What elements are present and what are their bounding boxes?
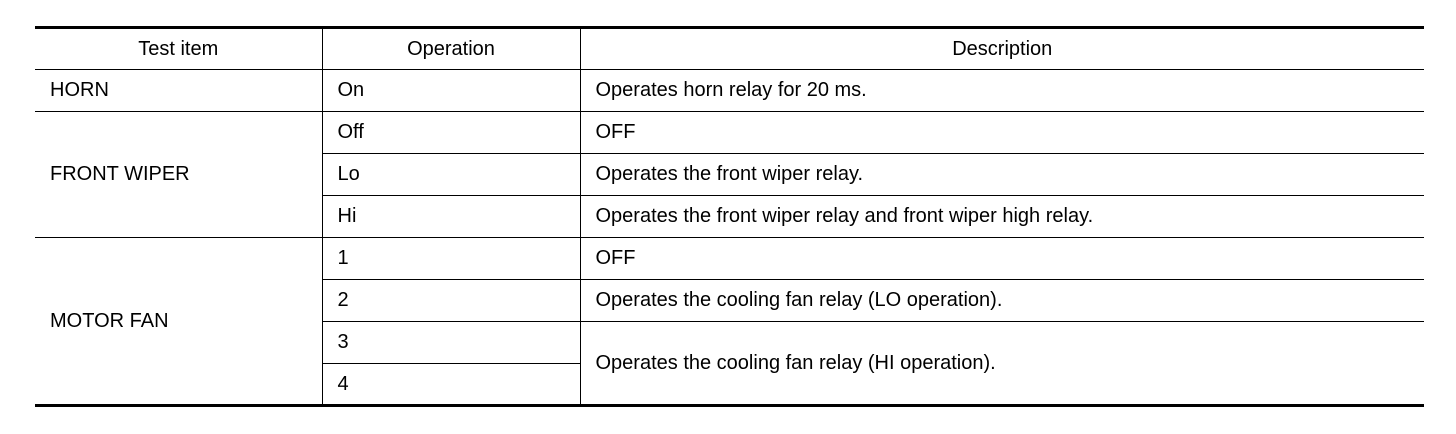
operation-cell: 3 [322,322,580,364]
description-cell: Operates the front wiper relay and front wiper high relay. [580,196,1424,238]
description-cell: Operates the front wiper relay. [580,154,1424,196]
operation-cell: Off [322,112,580,154]
description-cell: Operates the cooling fan relay (HI operation). [580,322,1424,406]
operation-cell: 1 [322,238,580,280]
description-cell: Operates the cooling fan relay (LO operation). [580,280,1424,322]
test-item-horn: HORN [35,70,322,112]
operation-cell: Hi [322,196,580,238]
table-row [35,112,1424,154]
table-row [35,238,1424,280]
header-description: Description [580,28,1424,70]
test-item-table [35,26,1424,407]
operation-cell: On [322,70,580,112]
test-item-motor-fan: MOTOR FAN [35,238,322,406]
test-item-front-wiper: FRONT WIPER [35,112,322,238]
table-row [35,70,1424,112]
header-operation: Operation [322,28,580,70]
table-header-row [35,28,1424,70]
description-cell: OFF [580,238,1424,280]
description-cell: Operates horn relay for 20 ms. [580,70,1424,112]
operation-cell: 4 [322,364,580,406]
operation-cell: Lo [322,154,580,196]
operation-cell: 2 [322,280,580,322]
header-test-item: Test item [35,28,322,70]
description-cell: OFF [580,112,1424,154]
